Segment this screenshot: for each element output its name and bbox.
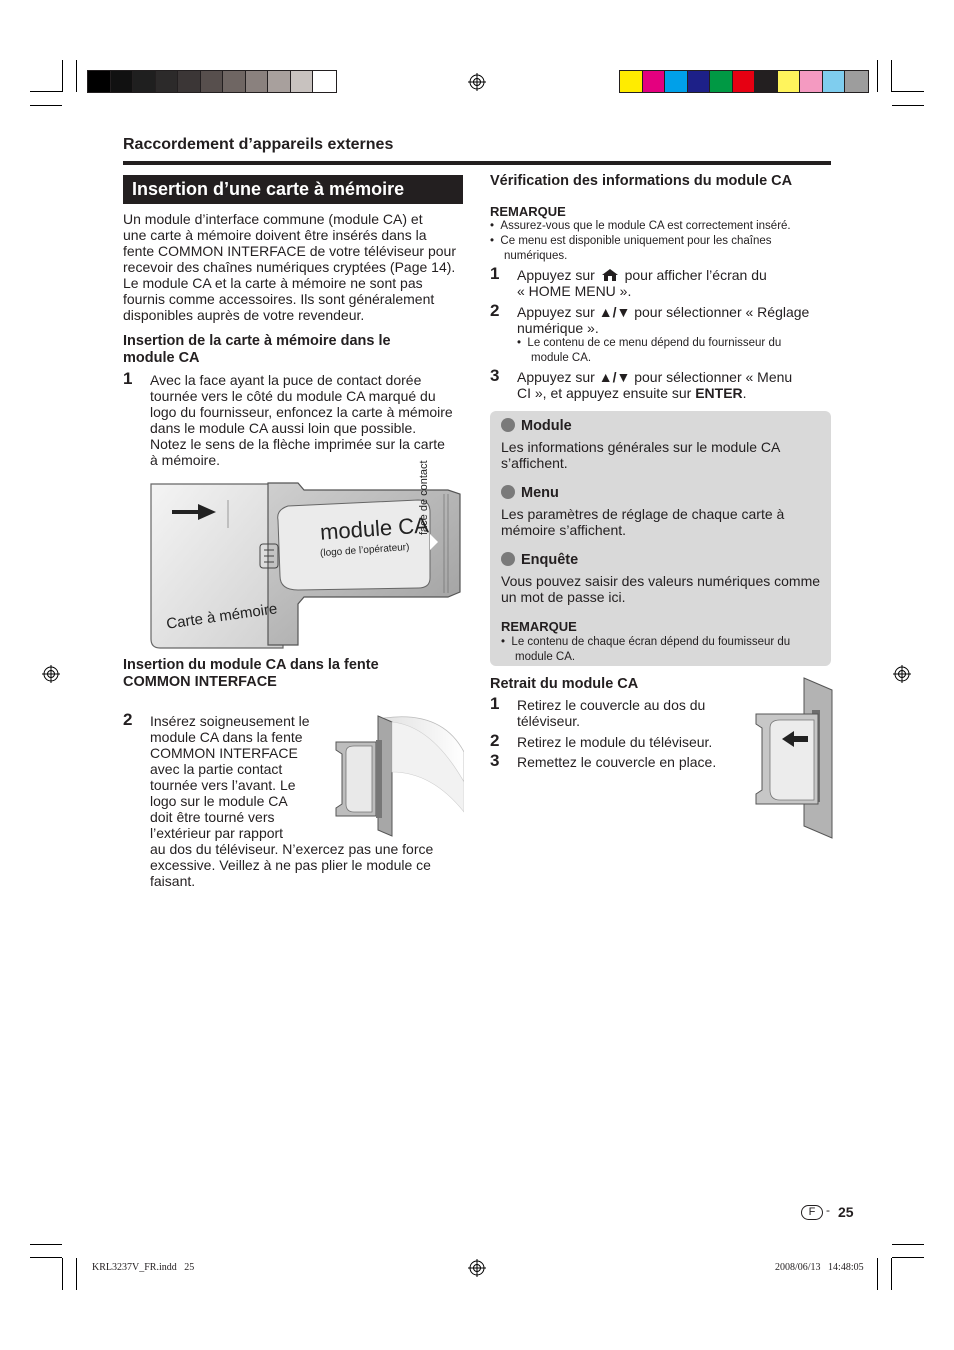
text-line: Avec la face ayant la puce de contact dorée [150,372,422,388]
text-line: disponibles auprès de votre revendeur. [123,307,365,323]
text-line: Insérez soigneusement le [150,713,310,729]
info-item-text [501,439,826,471]
text-line: Insertion de la carte à mémoire dans le [123,333,391,349]
text-fragment: CI », et appuyez ensuite sur [517,385,696,401]
step3-text [517,369,837,401]
module-ca-label: module CA [319,512,430,545]
text-line: recevoir des chaînes numériques cryptées (Page 14). [123,259,456,275]
color-swatch [268,71,291,92]
crop-mark [892,1244,924,1245]
text-line: faisant. [150,873,196,889]
text-line: numériques. [504,250,568,262]
operator-logo-label: (logo de l’opérateur) [319,541,410,560]
crop-mark [62,60,63,92]
menu-info-content [501,418,826,665]
text-line: téléviseur. [517,713,581,729]
section-title: Raccordement d’appareils externes [123,136,394,153]
text-line: doit être tourné vers [150,809,275,825]
retrait-step2 [517,734,737,750]
text-line: tournée vers l’avant. Le [150,777,296,793]
info-item-title [501,418,826,435]
up-down-arrows-icon: ▲/▼ [598,304,631,320]
module-removal-illustration [752,676,834,840]
note-item: • Ce menu est disponible uniquement pour les chaînes [490,235,772,247]
text-line [517,385,837,401]
text-line: à mémoire. [150,452,221,468]
step1-text [517,267,837,299]
subheading-insertion-card [123,333,391,367]
crop-mark [76,1258,77,1290]
step2-text [517,304,837,366]
retrait-title: Retrait du module CA [490,676,639,692]
step-number: 1 [123,369,133,388]
text-line: Ce menu est disponible uniquement pour les chaînes [500,235,772,247]
enter-key-label: ENTER [695,385,743,401]
text-line: fente COMMON INTERFACE de votre téléviseur pour [123,243,456,259]
bullet-dot-icon [501,418,515,432]
grayscale-calibration-bar [87,70,337,93]
contact-face-label: face de contact [418,460,430,535]
info-item-text [501,573,826,605]
bullet-dot-icon [501,552,515,566]
step-number: 2 [123,710,133,729]
text-line: Un module d’interface commune (module CA) et [123,211,423,227]
color-swatch [643,71,666,92]
color-swatch [665,71,688,92]
remarque-notes [501,635,826,665]
text-fragment: Menu [521,485,559,501]
home-icon [601,268,619,282]
text-line: l’extérieur par rapport [150,825,284,841]
text-fragment: pour afficher l’écran du [624,267,767,283]
text-fragment: pour sélectionner « Réglage [634,304,810,320]
memory-card-label: Carte à mémoire [165,600,279,633]
text-line: numérique ». [517,320,599,336]
module-insertion-illustration [332,712,464,842]
text-line: COMMON INTERFACE [150,745,298,761]
text-fragment: Appuyez sur [517,304,595,320]
text-line: au dos du téléviseur. N’exercez pas une force [150,841,434,857]
info-item-text [501,506,826,538]
color-calibration-bar [619,70,869,93]
text-line: Retirez le couvercle au dos du [517,697,706,713]
crop-mark [76,60,77,92]
text-line: COMMON INTERFACE [123,674,277,690]
color-swatch [156,71,179,92]
info-item-title [501,485,826,502]
text-line: • Le contenu de ce menu dépend du fournisseur du [517,337,782,349]
color-swatch [710,71,733,92]
step2-text-narrow [150,713,330,841]
color-swatch [800,71,823,92]
crop-mark [892,105,924,106]
crop-mark [30,1244,62,1245]
color-swatch [733,71,756,92]
up-down-arrows-icon: ▲/▼ [598,369,631,385]
text-line: Retirez le module du téléviseur. [517,734,713,750]
page-letter-badge: F [801,1205,823,1220]
registration-mark-icon [468,73,486,91]
crop-mark [892,1257,924,1258]
color-swatch [778,71,801,92]
registration-mark-icon [893,665,911,683]
step-number: 3 [490,751,500,770]
text-line: logo du fournisseur, enfoncez la carte à mémoire [150,404,453,420]
text-line: Le module CA et la carte à mémoire ne sont pas [123,275,423,291]
intro-paragraph [123,211,468,323]
text-line: mémoire s’affichent. [501,522,627,538]
text-fragment: Appuyez sur [517,267,595,283]
text-fragment: Module [521,418,572,434]
color-swatch [845,71,868,92]
step-number: 1 [490,264,500,283]
bullet-dot-icon [501,485,515,499]
registration-mark-icon [42,665,60,683]
text-line: « HOME MENU ». [517,283,632,299]
verification-title: Vérification des informations du module CA [490,173,793,189]
registration-mark-icon [468,1259,486,1277]
header-rule [123,161,831,165]
crop-mark [877,60,878,92]
text-line: Remettez le couvercle en place. [517,754,717,770]
crop-mark [62,1258,63,1290]
text-fragment: Le contenu de chaque écran dépend du foumisseur du [511,636,791,648]
text-line: s’affichent. [501,455,568,471]
file-slug: KRL3237V_FR.indd 25 [92,1262,195,1273]
color-swatch [620,71,643,92]
text-line: avec la partie contact [150,761,283,777]
step-number: 2 [490,731,500,750]
color-swatch [223,71,246,92]
crop-mark [892,91,924,92]
color-swatch [313,71,336,92]
text-line: Les paramètres de réglage de chaque carte à [501,506,785,522]
color-swatch [88,71,111,92]
page-title: Insertion d’une carte à mémoire [123,175,463,204]
step2-text-wide [150,841,470,889]
timestamp-slug: 2008/06/13 14:48:05 [775,1262,864,1273]
remarque-label: REMARQUE [490,204,566,219]
remarque-label: REMARQUE [501,619,577,634]
text-line: excessive. Veillez à ne pas plier le module ce [150,857,431,873]
retrait-step1 [517,697,737,729]
text-line: module CA dans la fente [150,729,303,745]
text-line: module CA [123,350,200,366]
step-number: 1 [490,694,500,713]
color-swatch [291,71,314,92]
crop-mark [30,91,62,92]
color-swatch [201,71,224,92]
text-line: Assurez-vous que le module CA est correctement inséré. [500,220,791,232]
text-line: dans le module CA aussi loin que possible. [150,420,417,436]
text-line: logo sur le module CA [150,793,288,809]
crop-mark [891,1258,892,1290]
note-item: • Le contenu de chaque écran dépend du foumisseur du [501,636,791,648]
note-item: • Assurez-vous que le module CA est correctement inséré. [490,220,791,232]
text-line: tournée vers le côté du module CA marqué du [150,388,436,404]
crop-mark [891,60,892,92]
remarque-notes [490,219,830,264]
info-item-title [501,552,826,569]
retrait-step3 [517,754,737,770]
color-swatch [755,71,778,92]
text-line: module CA. [515,651,576,663]
text-fragment: pour sélectionner « Menu [634,369,793,385]
step-note [517,336,837,366]
text-line: fournis comme accessoires. Ils sont généralement [123,291,435,307]
text-line: une carte à mémoire doivent être insérés dans la [123,227,427,243]
text-line: Insertion du module CA dans la fente [123,657,379,673]
text-line [517,369,837,385]
step-number: 3 [490,366,500,385]
crop-mark [877,1258,878,1290]
crop-mark [30,105,62,106]
text-line: Notez le sens de la flèche imprimée sur la carte [150,436,445,452]
color-swatch [178,71,201,92]
text-line [517,267,837,283]
text-fragment: . [742,385,747,401]
text-line: Les informations générales sur le module CA [501,439,781,455]
text-line: un mot de passe ici. [501,589,626,605]
crop-mark [30,1257,62,1258]
page-number: 25 [838,1204,854,1220]
text-fragment: Appuyez sur [517,369,595,385]
page-separator: - [826,1203,830,1217]
text-line [517,304,837,320]
subheading-insertion-module [123,657,379,691]
step-number: 2 [490,301,500,320]
color-swatch [246,71,269,92]
color-swatch [688,71,711,92]
text-fragment: Enquête [521,552,579,568]
text-line: module CA. [531,352,592,364]
color-swatch [133,71,156,92]
text-fragment: Le contenu de ce menu dépend du fournisseur du [527,337,782,349]
color-swatch [823,71,846,92]
color-swatch [111,71,134,92]
text-line: Vous pouvez saisir des valeurs numériques comme [501,573,821,589]
